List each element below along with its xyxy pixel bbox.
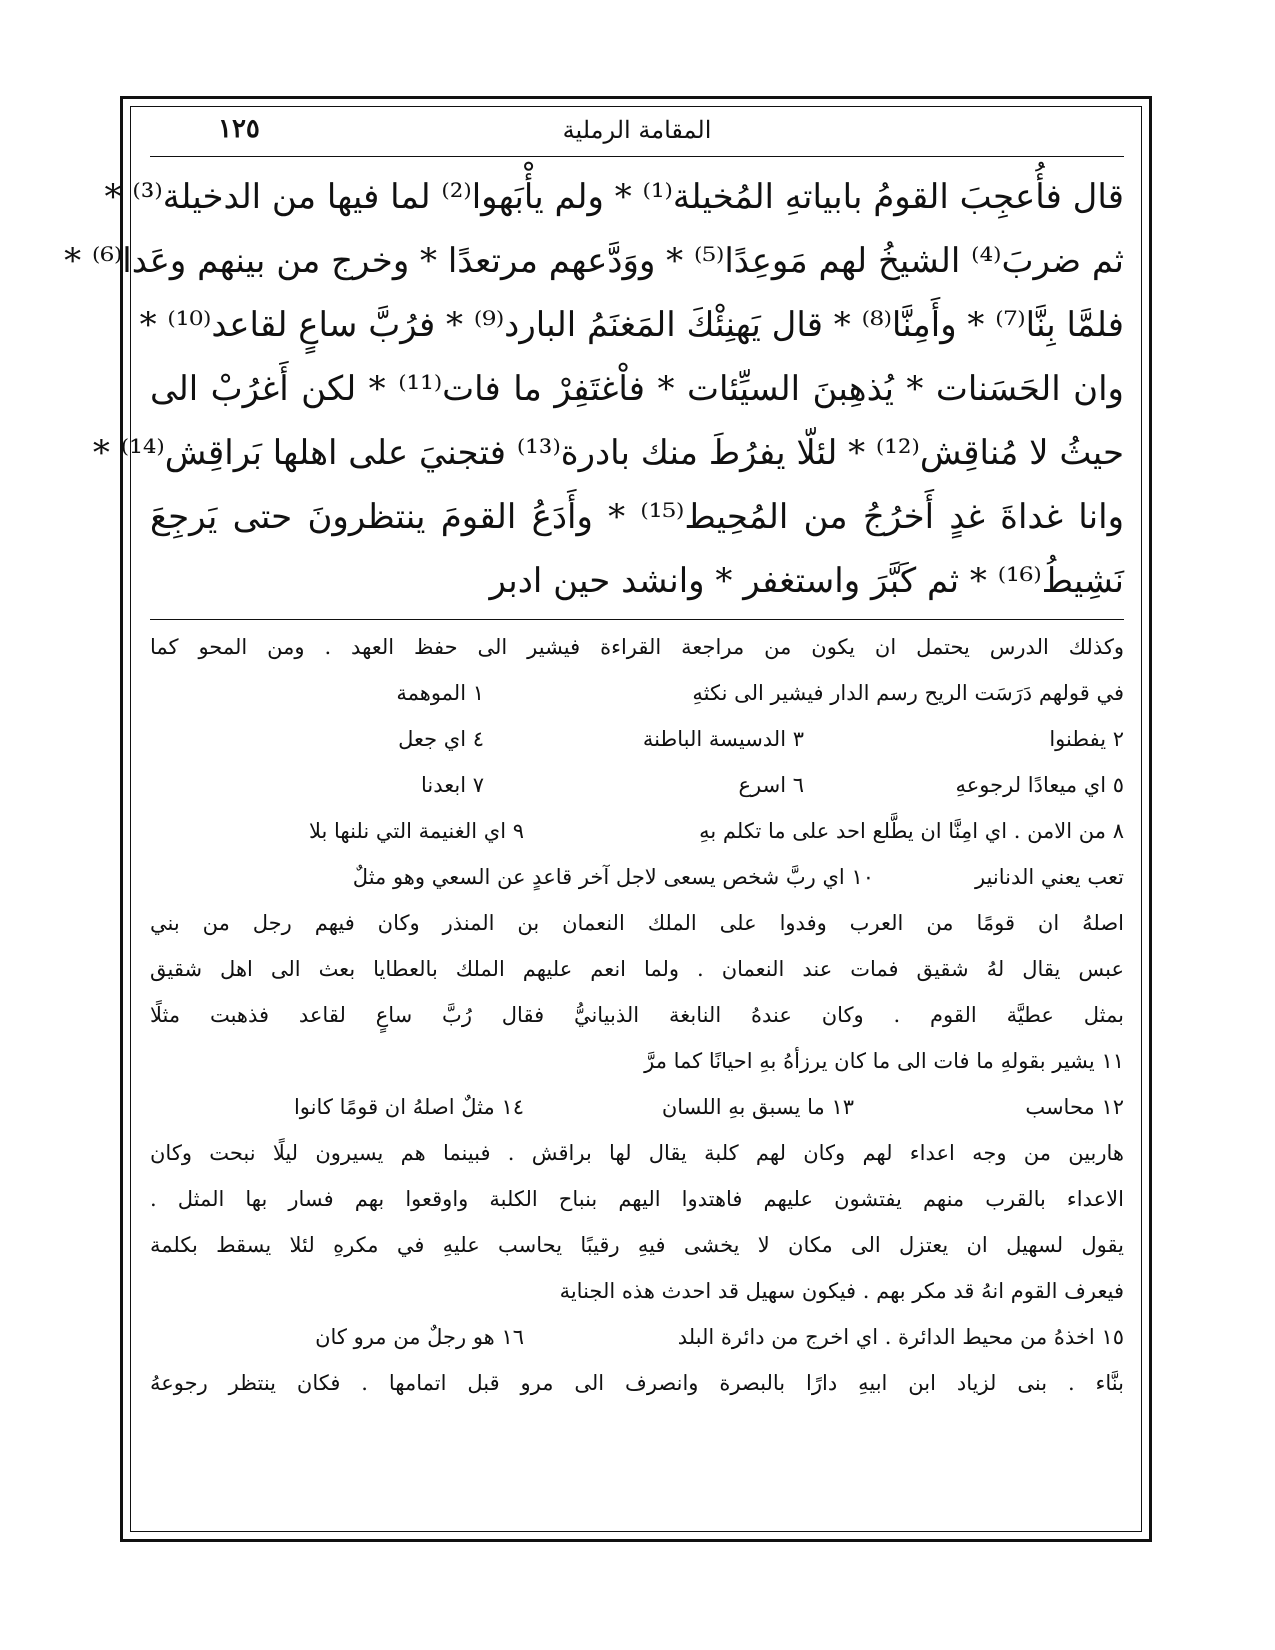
footnote-row xyxy=(150,1314,1124,1360)
main-text-line: وانا غداةَ غدٍ أَخرُجُ من المُحِيط⁽¹⁵⁾ * وأَدَعُ القومَ ينتظرونَ حتى يَرجِعَ xyxy=(150,497,1124,537)
footnote-separator xyxy=(150,619,1124,620)
footnote-15: ١٥ اخذهُ من محيط الدائرة . اي اخرج من دائرة البلد xyxy=(677,1325,1124,1349)
footnote-2: ٢ يفطنوا xyxy=(1049,727,1124,751)
footnote-14: ١٤ مثلٌ اصلهُ ان قومًا كانوا xyxy=(293,1095,524,1119)
main-text-line: حيثُ لا مُناقِش⁽¹²⁾ * لئلّا يفرُطَ منك بادرة⁽¹³⁾ فتجنيَ على اهلها بَراقِش⁽¹⁴⁾ * xyxy=(92,433,1124,473)
footnote-16: ١٦ هو رجلٌ من مرو كان xyxy=(315,1325,524,1349)
footnote-4: ٤ اي جعل xyxy=(398,727,484,751)
main-text-line: نَشِيطُ⁽¹⁶⁾ * ثم كَبَّرَ واستغفر * وانشد حين ادبر xyxy=(489,561,1124,601)
footnote-3: ٣ الدسيسة الباطنة xyxy=(642,727,804,751)
footnote-12: ١٢ محاسب xyxy=(1025,1095,1124,1119)
footnote-13: ١٣ ما يسبق بهِ اللسان xyxy=(661,1095,854,1119)
footnote-8: ٨ من الامن . اي امِنَّا ان يطَّلع احد على ما تكلم بهِ xyxy=(699,819,1124,843)
footnote-9: ٩ اي الغنيمة التي نلنها بلا xyxy=(308,819,524,843)
footnote-row xyxy=(150,762,1124,808)
footnote-9-continued: تعب يعني الدنانير xyxy=(974,865,1124,889)
footnote-7: ٧ ابعدنا xyxy=(420,773,484,797)
footnote-row xyxy=(150,716,1124,762)
footnote-row xyxy=(150,808,1124,854)
footnote-14-continued: يقول لسهيل ان يعتزل الى مكان لا يخشى فيهِ رقيبًا يحاسب عليهِ في مكرهِ لئلا يسقط بكلمة xyxy=(150,1233,1124,1257)
footnote-10-continued: عبس يقال لهُ شقيق فمات عند النعمان . ولما انعم عليهم الملك بالعطايا بعث الى اهل شقيق xyxy=(150,957,1124,981)
footnote-11: ١١ يشير بقولهِ ما فات الى ما كان يرزأهُ بهِ احيانًا كما مرَّ xyxy=(644,1049,1124,1073)
footnote-1: ١ الموهمة xyxy=(396,681,484,705)
running-title: المقامة الرملية xyxy=(562,116,712,144)
footnote-row xyxy=(150,854,1124,900)
page-header xyxy=(150,110,1124,156)
footnote-intro-line: وكذلك الدرس يحتمل ان يكون من مراجعة القراءة فيشير الى حفظ العهد . ومن المحو كما xyxy=(150,635,1124,659)
footnote-6: ٦ اسرع xyxy=(738,773,804,797)
page-number: ١٢٥ xyxy=(218,114,260,144)
page-content xyxy=(64,110,1124,1406)
main-text-line: ثم ضربَ⁽⁴⁾ الشيخُ لهم مَوعِدًا⁽⁵⁾ * ووَدَّعهم مرتعدًا * وخرج من بينهم وعَدا⁽⁶⁾ * xyxy=(64,241,1124,281)
header-rule xyxy=(150,156,1124,157)
footnote-10-continued: اصلهُ ان قومًا من العرب وفدوا على الملك النعمان بن المنذر وكان فيهم رجل من بني xyxy=(150,911,1124,935)
main-text-line: قال فأُعجِبَ القومُ بابياتهِ المُخيلة⁽¹⁾ * ولم يأْبَهوا⁽²⁾ لما فيها من الدخيلة⁽³⁾ * xyxy=(104,177,1124,217)
footnote-row xyxy=(150,1084,1124,1130)
footnote-14-continued: الاعداء بالقرب منهم يفتشون عليهم فاهتدوا اليهم بنباح الكلبة واوقعوا بهم فسار بها المثل . xyxy=(150,1187,1124,1211)
footnote-14-continued: فيعرف القوم انهُ قد مكر بهم . فيكون سهيل قد احدث هذه الجناية xyxy=(559,1279,1124,1303)
main-text xyxy=(64,165,1124,613)
footnotes xyxy=(150,624,1124,1406)
footnote-16-continued: بنَّاء . بنى لزياد ابن ابيهِ دارًا بالبصرة وانصرف الى مرو قبل اتمامها . فكان ينتظر رجوعهُ xyxy=(150,1371,1124,1395)
footnote-14-continued: هاربين من وجه اعداء لهم وكان لهم كلبة يقال لها براقش . فبينما هم يسيرون ليلًا نبحت وكان xyxy=(150,1141,1124,1165)
footnote-10: ١٠ اي ربَّ شخص يسعى لاجل آخر قاعدٍ عن السعي وهو مثلٌ xyxy=(352,865,874,889)
footnote-intro-text: في قولهم دَرَسَت الريح رسم الدار فيشير الى نكثهِ xyxy=(692,681,1124,705)
footnote-5: ٥ اي ميعادًا لرجوعهِ xyxy=(955,773,1124,797)
main-text-line: فلمَّا بِنَّا⁽⁷⁾ * وأَمِنَّا⁽⁸⁾ * قال يَهنِئْكَ المَغنَمُ البارد⁽⁹⁾ * فرُبَّ ساعٍ لقاعد⁽¹⁰⁾ * xyxy=(139,305,1124,345)
footnote-10-continued: بمثل عطيَّة القوم . وكان عندهُ النابغة الذبيانيُّ فقال رُبَّ ساعٍ لقاعد فذهبت مثلًا xyxy=(150,1003,1124,1027)
main-text-line: وان الحَسَنات * يُذهِبنَ السيِّئات * فاْغتَفِرْ ما فات⁽¹¹⁾ * لكن أَغرُبْ الى xyxy=(150,369,1124,409)
footnote-intro-line xyxy=(150,670,1124,716)
